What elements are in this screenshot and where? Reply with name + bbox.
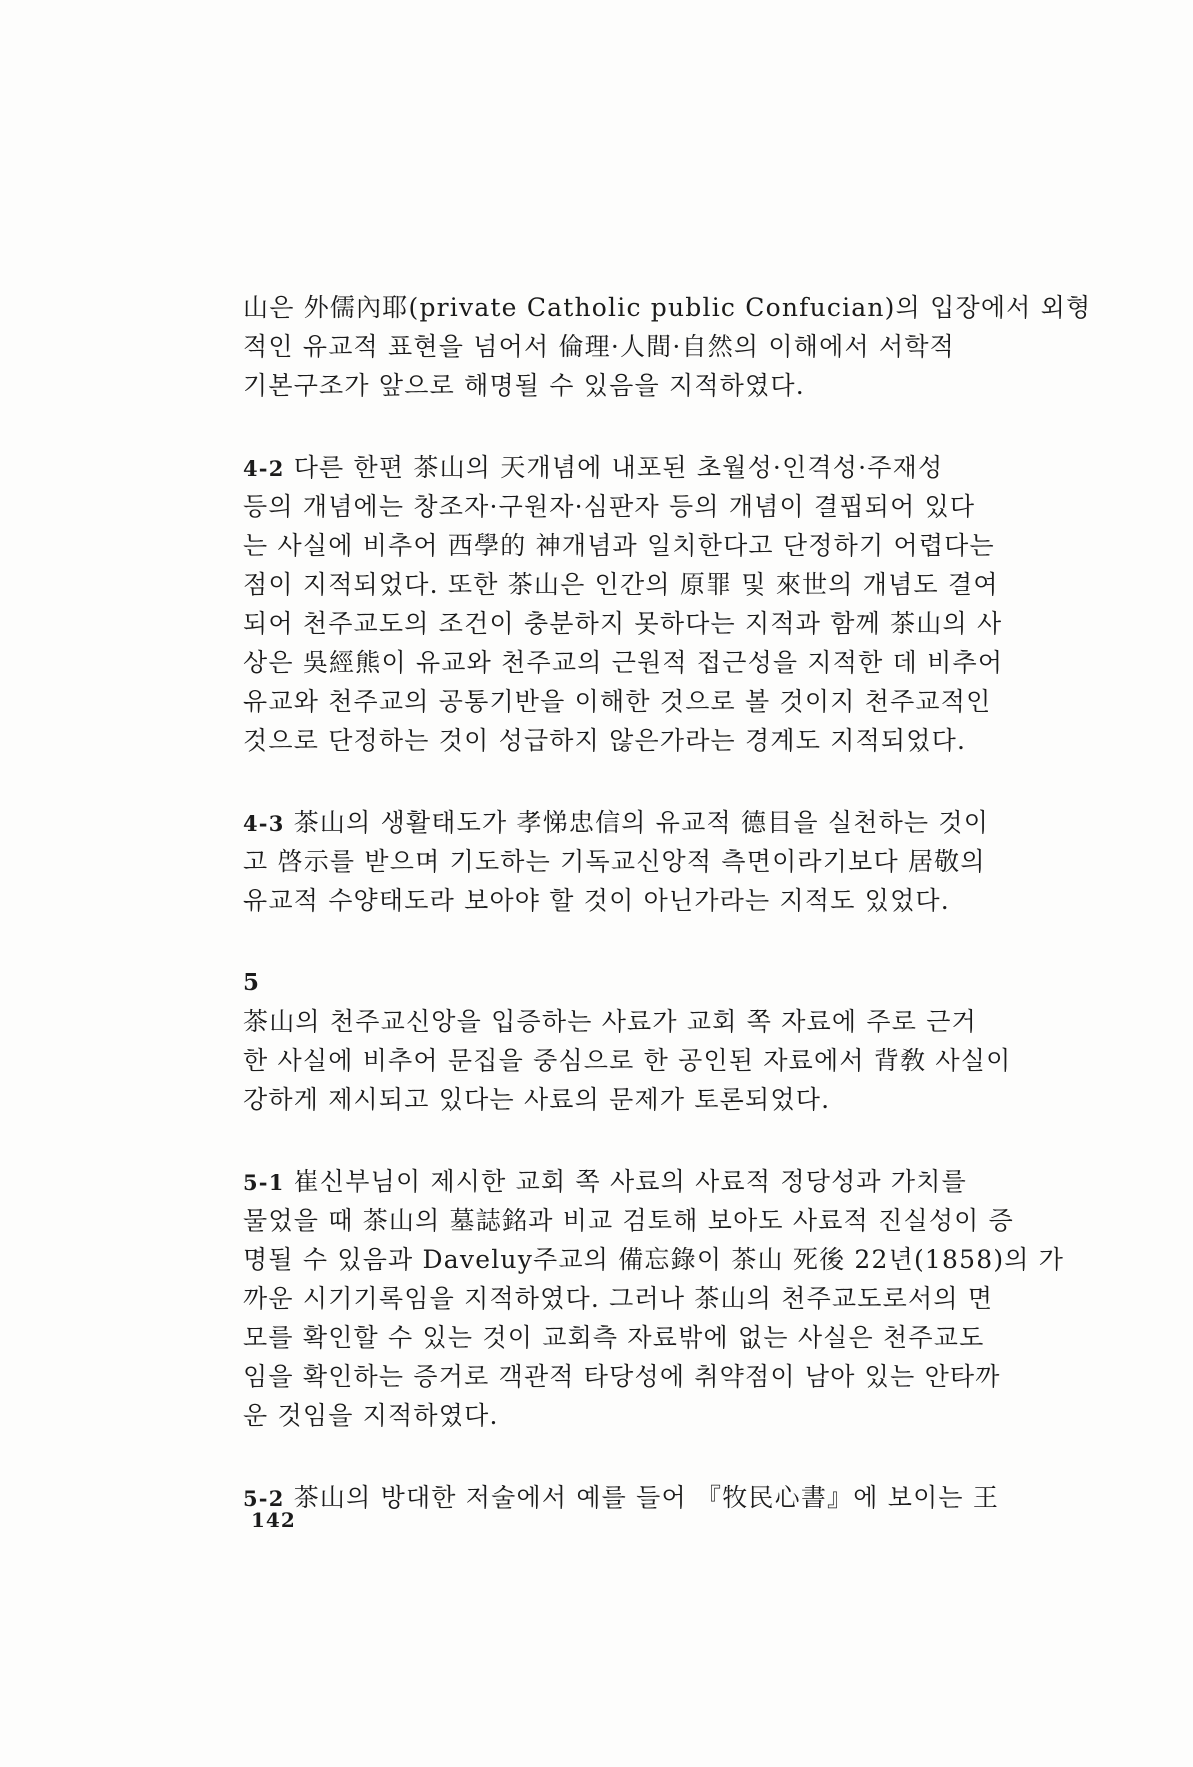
body-text [243, 288, 1092, 1560]
line-text: 강하게 제시되고 있다는 사료의 문제가 토론되었다. [243, 1085, 831, 1114]
line-text: 되어 천주교도의 조건이 충분하지 못하다는 지적과 함께 茶山의 사 [243, 609, 1003, 638]
text-line [243, 448, 1025, 487]
paragraph [243, 1162, 1065, 1435]
text-line [243, 1080, 1025, 1119]
text-line [243, 1396, 1025, 1435]
paragraph-number: 5-2 [243, 1486, 285, 1511]
line-text: 고 啓示를 받으며 기도하는 기독교신앙적 측면이라기보다 居敬의 [243, 847, 986, 876]
line-text: 한 사실에 비추어 문집을 중심으로 한 공인된 자료에서 背敎 사실이 [243, 1046, 1012, 1075]
section-number: 5 [243, 969, 260, 996]
paragraph-number: 4-3 [243, 811, 285, 836]
paragraph-number: 4-2 [243, 456, 285, 481]
text-line [243, 682, 1025, 721]
text-line [243, 842, 1025, 881]
line-text: 물었을 때 茶山의 墓誌銘과 비교 검토해 보아도 사료적 진실성이 증 [243, 1206, 1015, 1235]
line-text: 모를 확인할 수 있는 것이 교회측 자료밖에 없는 사실은 천주교도 [243, 1323, 985, 1352]
text-line [243, 881, 1025, 920]
text-line [243, 1002, 1025, 1041]
paragraph [243, 1478, 1025, 1517]
text-line [243, 1357, 1025, 1396]
text-line [243, 288, 1092, 327]
line-text: 임을 확인하는 증거로 객관적 타당성에 취약점이 남아 있는 안타까 [243, 1362, 1001, 1391]
paragraph [243, 448, 1025, 760]
line-text: 것으로 단정하는 것이 성급하지 않은가라는 경계도 지적되었다. [243, 726, 967, 755]
line-text: 점이 지적되었다. 또한 茶山은 인간의 原罪 및 來世의 개념도 결여 [243, 570, 999, 599]
text-line [243, 487, 1025, 526]
line-text: 유교적 수양태도라 보아야 할 것이 아닌가라는 지적도 있었다. [243, 886, 950, 915]
text-line [243, 1041, 1025, 1080]
line-text: 茶山의 생활태도가 孝悌忠信의 유교적 德目을 실천하는 것이 [284, 808, 990, 837]
text-line [243, 565, 1025, 604]
text-line [243, 1240, 1065, 1279]
paragraph [243, 803, 1025, 920]
text-line [243, 366, 1025, 405]
line-text: 崔신부님이 제시한 교회 쪽 사료의 사료적 정당성과 가치를 [284, 1167, 967, 1196]
line-text: 적인 유교적 표현을 넘어서 倫理·人間·自然의 이해에서 서학적 [243, 332, 956, 361]
text-line [243, 327, 1025, 366]
text-line [243, 526, 1025, 565]
line-text: 명될 수 있음과 Daveluy주교의 備忘錄이 茶山 死後 22년(1858)의 가 [243, 1245, 1065, 1274]
text-line [243, 1162, 1025, 1201]
text-line [243, 1318, 1025, 1357]
paragraph [243, 288, 1092, 405]
line-text: 는 사실에 비추어 西學的 神개념과 일치한다고 단정하기 어렵다는 [243, 531, 995, 560]
line-text: 까운 시기기록임을 지적하였다. 그러나 茶山의 천주교도로서의 면 [243, 1284, 994, 1313]
text-line [243, 1478, 1025, 1517]
paragraph [243, 963, 1025, 1119]
text-line [243, 1201, 1025, 1240]
line-text: 기본구조가 앞으로 해명될 수 있음을 지적하였다. [243, 371, 805, 400]
page-number: 142 [251, 1508, 296, 1532]
text-line [243, 803, 1025, 842]
line-text: 유교와 천주교의 공통기반을 이해한 것으로 볼 것이지 천주교적인 [243, 687, 992, 716]
line-text: 茶山의 방대한 저술에서 예를 들어 『牧民心書』에 보이는 王 [284, 1483, 1000, 1512]
line-text: 茶山의 천주교신앙을 입증하는 사료가 교회 쪽 자료에 주로 근거 [243, 1007, 977, 1036]
text-line [243, 1279, 1025, 1318]
line-text: 등의 개념에는 창조자·구원자·심판자 등의 개념이 결핍되어 있다 [243, 492, 976, 521]
text-line [243, 643, 1025, 682]
line-text: 운 것임을 지적하였다. [243, 1401, 499, 1430]
line-text: 山은 外儒內耶(private Catholic public Confucian)의 입장에서 외형 [243, 293, 1092, 322]
line-text: 상은 吳經熊이 유교와 천주교의 근원적 접근성을 지적한 데 비추어 [243, 648, 1004, 677]
paragraph-number: 5-1 [243, 1170, 285, 1195]
text-line [243, 604, 1025, 643]
line-text: 다른 한편 茶山의 天개념에 내포된 초월성·인격성·주재성 [284, 453, 944, 482]
text-line [243, 721, 1025, 760]
